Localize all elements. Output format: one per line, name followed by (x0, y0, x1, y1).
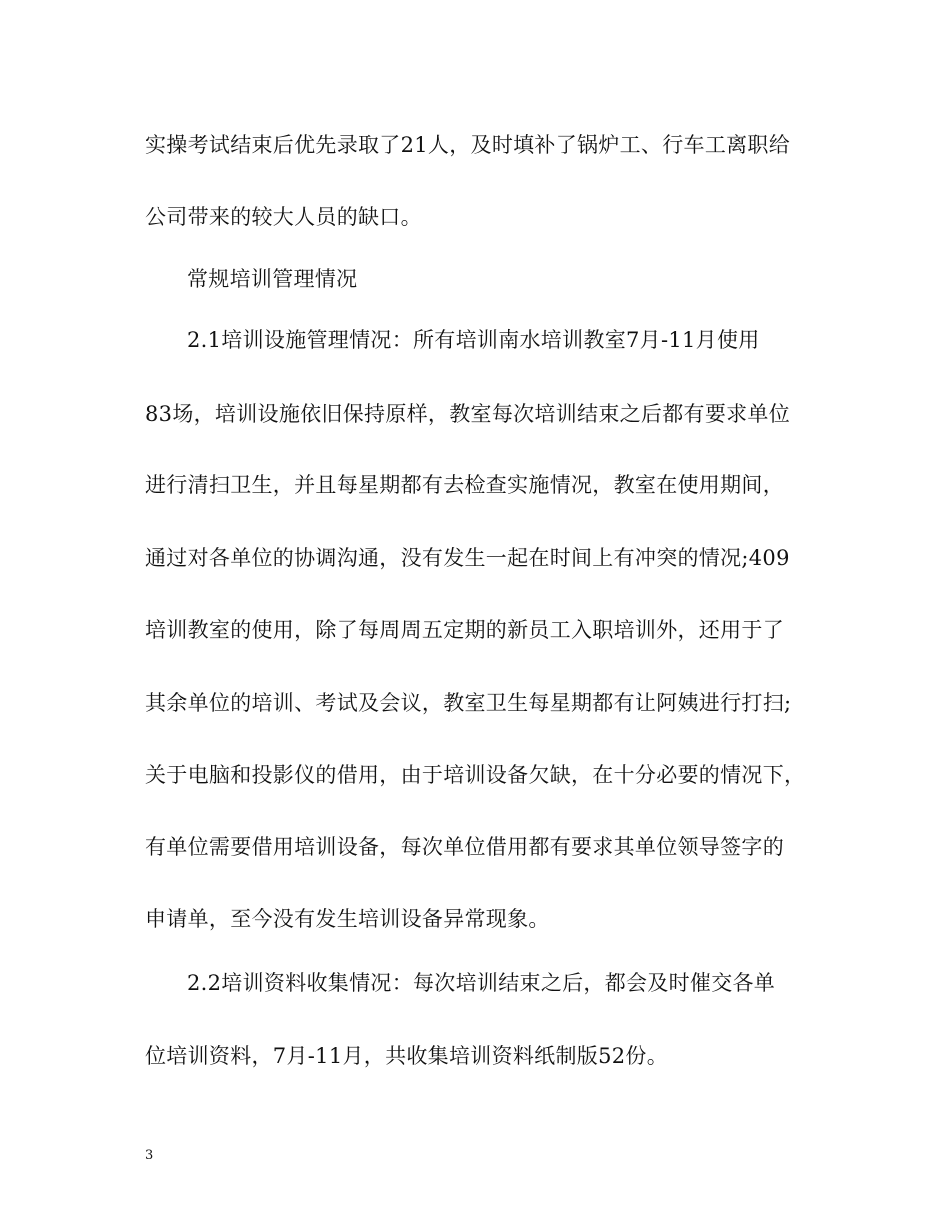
text-line: 进行清扫卫生，并且每星期都有去检查实施情况，教室在使用期间， (145, 473, 784, 497)
text-line: 申请单，至今没有发生培训设备异常现象。 (145, 907, 550, 931)
text-line: 83场，培训设施依旧保持原样，教室每次培训结束之后都有要求单位 (145, 402, 791, 426)
text-line: 通过对各单位的协调沟通，没有发生一起在时间上有冲突的情况;409 (145, 546, 790, 570)
text-line: 其余单位的培训、考试及会议，教室卫生每星期都有让阿姨进行打扫; (145, 691, 792, 715)
text-line: 实操考试结束后优先录取了21人，及时填补了锅炉工、行车工离职给 (145, 133, 791, 157)
page-number: 3 (145, 1148, 154, 1163)
text-line: 2.2培训资料收集情况：每次培训结束之后，都会及时催交各单 (187, 971, 776, 995)
text-line: 位培训资料，7月-11月，共收集培训资料纸制版52份。 (145, 1044, 668, 1068)
text-line: 培训教室的使用，除了每周周五定期的新员工入职培训外，还用于了 (145, 618, 784, 642)
text-line: 关于电脑和投影仪的借用，由于培训设备欠缺，在十分必要的情况下， (145, 763, 806, 787)
text-line: 公司带来的较大人员的缺口。 (145, 205, 422, 229)
section-heading: 常规培训管理情况 (187, 267, 358, 291)
text-line: 有单位需要借用培训设备，每次单位借用都有要求其单位领导签字的 (145, 835, 784, 859)
text-line: 2.1培训设施管理情况：所有培训南水培训教室7月-11月使用 (187, 328, 760, 352)
